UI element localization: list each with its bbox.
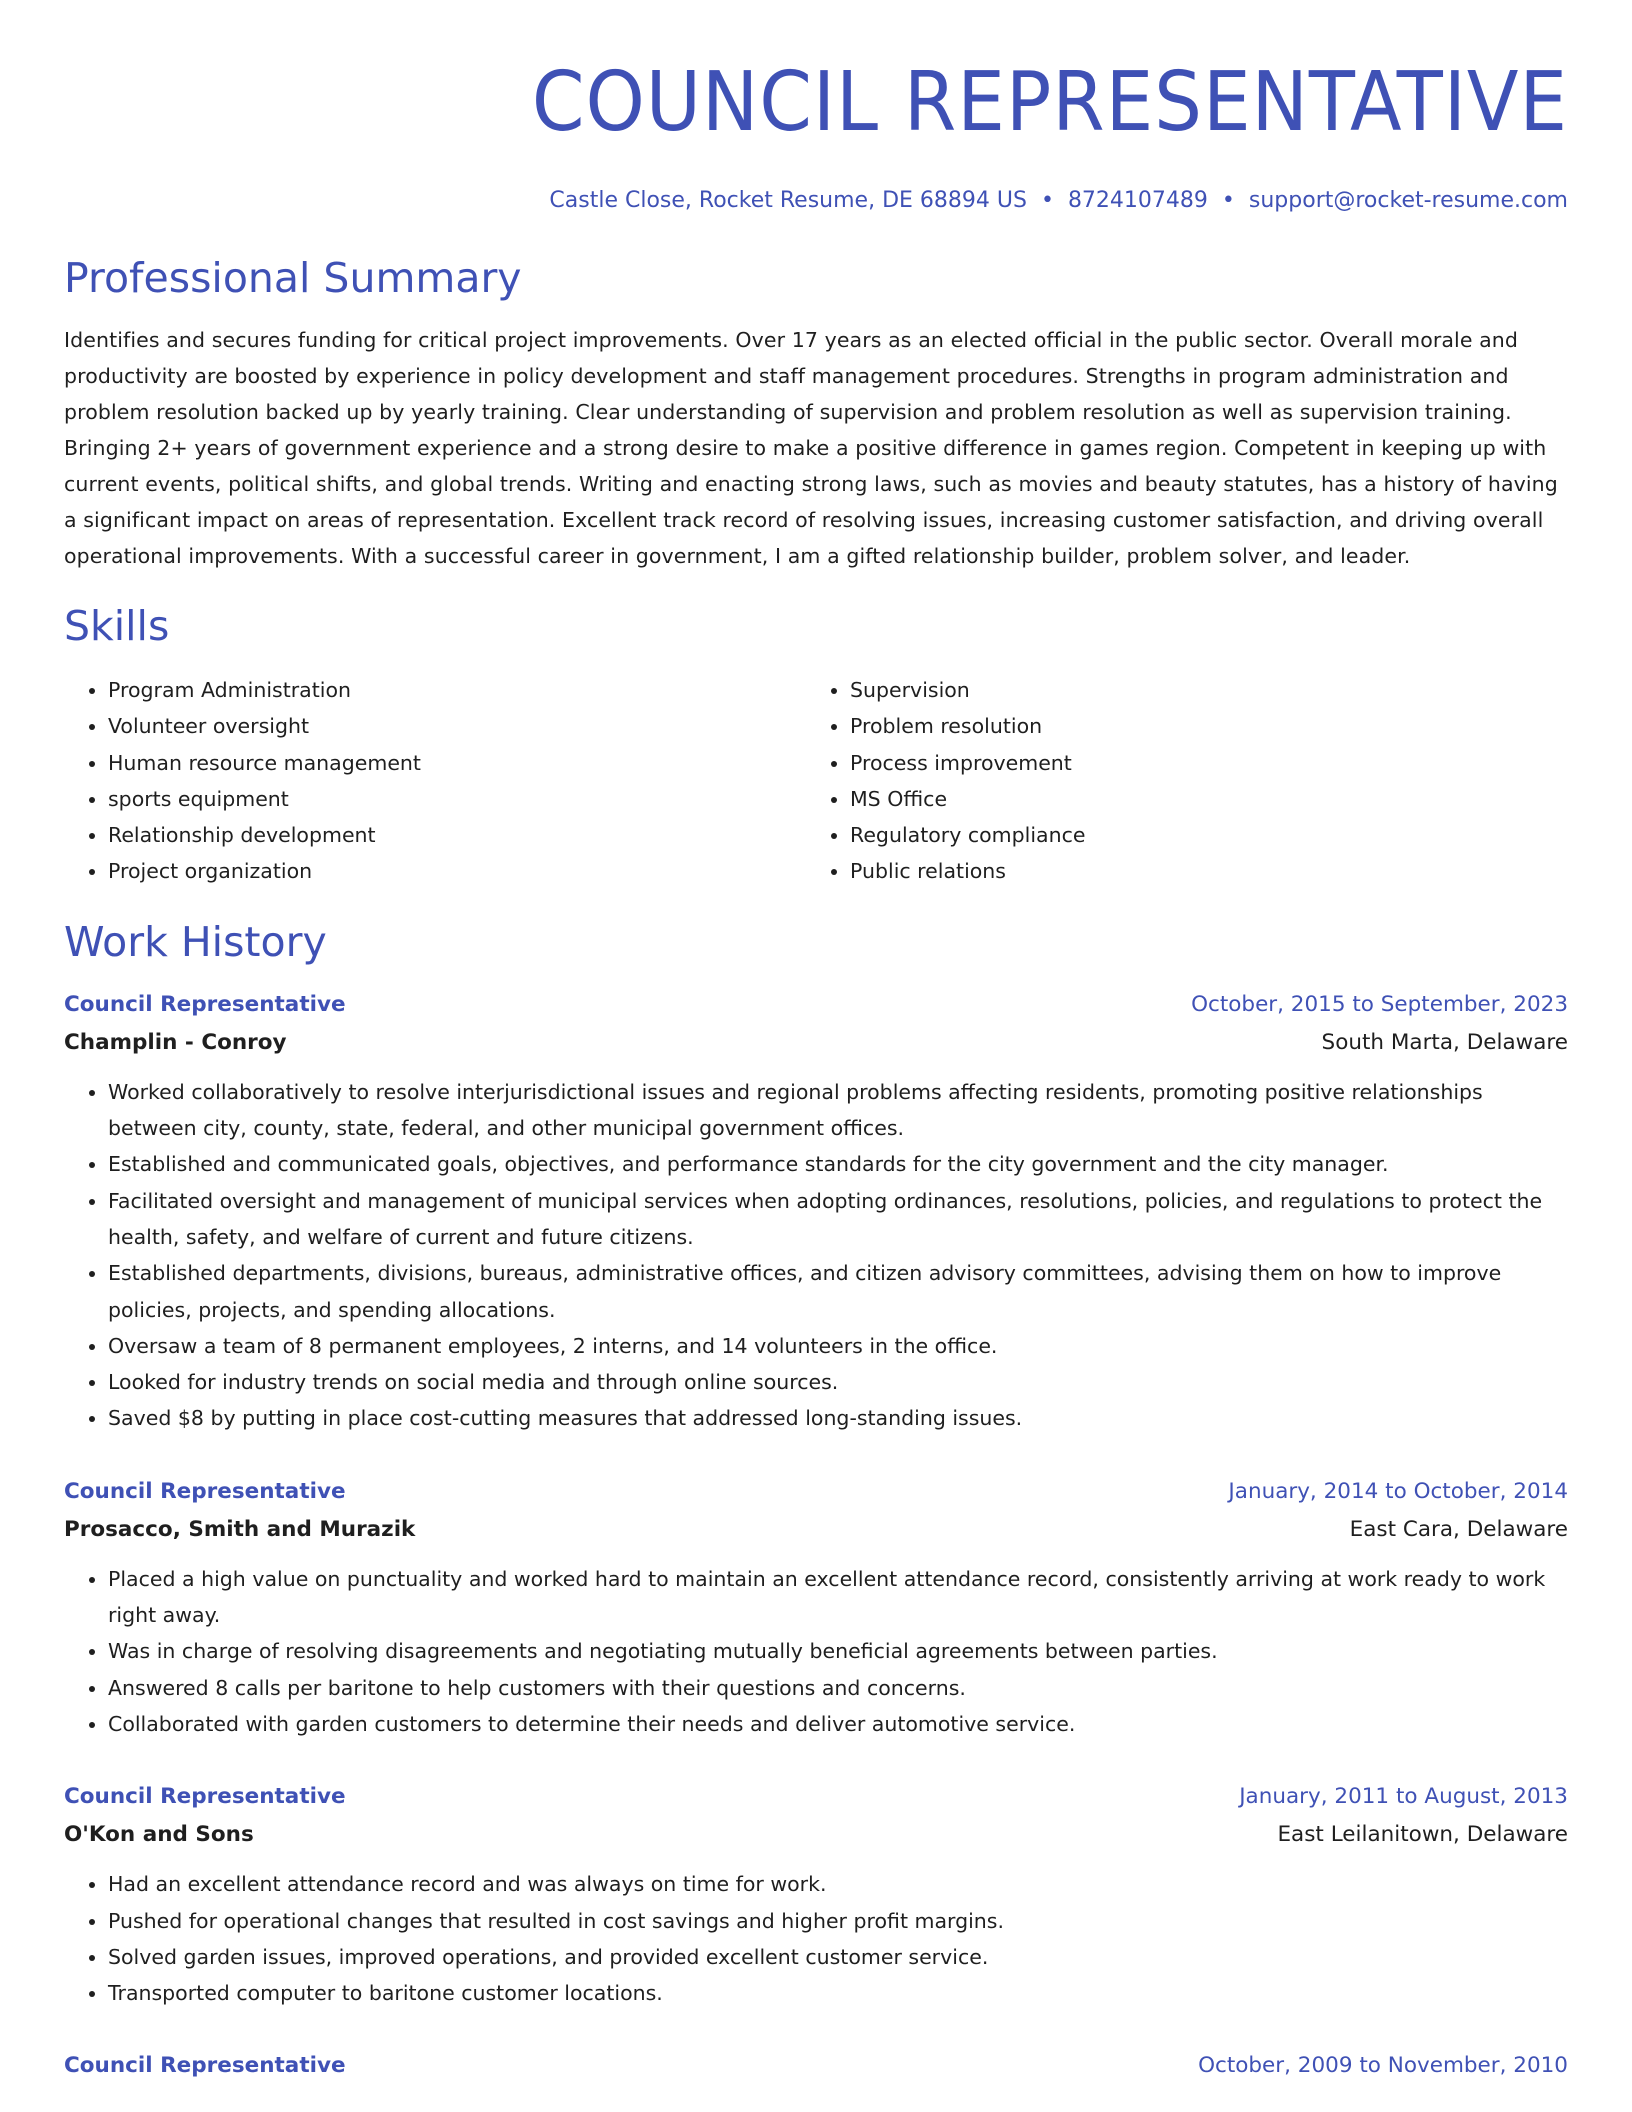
job-location: East Cara, Delaware	[1349, 1516, 1568, 1542]
job-title: Council Representative	[64, 1478, 346, 1504]
job-bullet: • Worked collaboratively to resolve interjurisdictional issues and regional problems affecting residents, promoting positive relationships between city, county, state, federal, and other municipal government offices.	[108, 1074, 1568, 1147]
job-entry	[64, 986, 1568, 1437]
job-bullet: • Saved $8 by putting in place cost-cutting measures that addressed long-standing issues.	[108, 1400, 1568, 1436]
skill-item: • Relationship development	[108, 817, 806, 853]
job-bullet: • Oversaw a team of 8 permanent employees, 2 interns, and 14 volunteers in the office.	[108, 1328, 1568, 1364]
job-entry	[64, 1778, 1568, 2011]
resume-page	[64, 0, 1568, 2085]
skills-heading: Skills	[64, 602, 170, 650]
job-location: East Leilanitown, Delaware	[1277, 1822, 1568, 1848]
skill-item: • Volunteer oversight	[108, 708, 806, 744]
job-header-row	[64, 2047, 1568, 2085]
work-history-heading: Work History	[64, 917, 327, 966]
job-bullets	[64, 1074, 1568, 1437]
contact-separator: •	[1221, 188, 1235, 213]
job-entry	[64, 1473, 1568, 1742]
job-bullet: • Pushed for operational changes that resulted in cost savings and higher profit margins.	[108, 1903, 1568, 1939]
job-bullet: • Placed a high value on punctuality and worked hard to maintain an excellent attendance record, consistently arriving at work ready to work right away.	[108, 1561, 1568, 1634]
job-bullets	[64, 1561, 1568, 1742]
job-company-row	[64, 1511, 1568, 1549]
summary-text: Identifies and secures funding for critical project improvements. Over 17 years as an elected official in the public sector. Overall morale and productivity are boosted by experience in policy development and staff management procedures. Strengths in program administration and problem resolution backed up by yearly training. Clear understanding of supervision and problem resolution as well as supervision training. Bringing 2+ years of government experience and a strong desire to make a positive difference in games region. Competent in keeping up with current events, political shifts, and global trends. Writing and enacting strong laws, such as movies and beauty statutes, has a history of having a significant impact on areas of representation. Excellent track record of resolving issues, increasing customer satisfaction, and driving overall operational improvements. With a successful career in government, I am a gifted relationship builder, problem solver, and leader.	[64, 328, 1558, 568]
skill-item: • Public relations	[850, 853, 1548, 889]
job-company: Prosacco, Smith and Murazik	[64, 1516, 416, 1542]
job-bullets	[64, 1866, 1568, 2011]
job-location: South Marta, Delaware	[1321, 1029, 1568, 1055]
skill-item: • Regulatory compliance	[850, 817, 1548, 853]
job-company-row	[64, 1024, 1568, 1062]
skills-list	[64, 672, 1568, 890]
resume-name: COUNCIL REPRESENTATIVE	[531, 55, 1568, 150]
skill-item: • Program Administration	[108, 672, 806, 708]
job-dates: January, 2014 to October, 2014	[1228, 1478, 1568, 1504]
contact-address: Castle Close, Rocket Resume, DE 68894 US	[549, 188, 1027, 213]
skill-item: • Human resource management	[108, 745, 806, 781]
job-dates: October, 2009 to November, 2010	[1198, 2053, 1568, 2079]
job-bullet: • Had an excellent attendance record and was always on time for work.	[108, 1866, 1568, 1902]
job-company: O'Kon and Sons	[64, 1822, 254, 1848]
job-dates: January, 2011 to August, 2013	[1239, 1784, 1568, 1810]
skill-item: • MS Office	[850, 781, 1548, 817]
job-bullet: • Answered 8 calls per baritone to help customers with their questions and concerns.	[108, 1670, 1568, 1706]
job-bullet: • Solved garden issues, improved operations, and provided excellent customer service.	[108, 1939, 1568, 1975]
job-dates: October, 2015 to September, 2023	[1191, 991, 1568, 1017]
contact-line	[64, 186, 1568, 216]
summary-heading: Professional Summary	[64, 254, 522, 302]
skill-item: • Problem resolution	[850, 708, 1548, 744]
job-bullet: • Collaborated with garden customers to determine their needs and deliver automotive service.	[108, 1706, 1568, 1742]
job-title: Council Representative	[64, 991, 346, 1017]
skill-item: • Supervision	[850, 672, 1548, 708]
skill-item: • sports equipment	[108, 781, 806, 817]
job-title: Council Representative	[64, 1784, 346, 1810]
job-header-row	[64, 1778, 1568, 1816]
skill-item: • Process improvement	[850, 745, 1548, 781]
job-entry	[64, 2047, 1568, 2085]
job-bullet: • Facilitated oversight and management of municipal services when adopting ordinances, resolutions, policies, and regulations to protect the health, safety, and welfare of current and future citizens.	[108, 1183, 1568, 1256]
skill-item: • Project organization	[108, 853, 806, 889]
contact-separator: •	[1040, 188, 1054, 213]
job-bullet: • Transported computer to baritone customer locations.	[108, 1975, 1568, 2011]
contact-phone[interactable]: 8724107489	[1067, 188, 1208, 213]
job-header-row	[64, 1473, 1568, 1511]
job-bullet: • Established and communicated goals, objectives, and performance standards for the city government and the city manager.	[108, 1146, 1568, 1182]
contact-email[interactable]: support@rocket-resume.com	[1248, 188, 1568, 213]
job-bullet: • Established departments, divisions, bureaus, administrative offices, and citizen advisory committees, advising them on how to improve policies, projects, and spending allocations.	[108, 1255, 1568, 1328]
job-header-row	[64, 986, 1568, 1024]
skills-column-left	[64, 672, 806, 890]
job-company: Champlin - Conroy	[64, 1029, 287, 1055]
job-bullet: • Was in charge of resolving disagreements and negotiating mutually beneficial agreements between parties.	[108, 1633, 1568, 1669]
job-company-row	[64, 1816, 1568, 1854]
skills-column-right	[806, 672, 1548, 890]
job-bullet: • Looked for industry trends on social media and through online sources.	[108, 1364, 1568, 1400]
job-title: Council Representative	[64, 2053, 346, 2079]
